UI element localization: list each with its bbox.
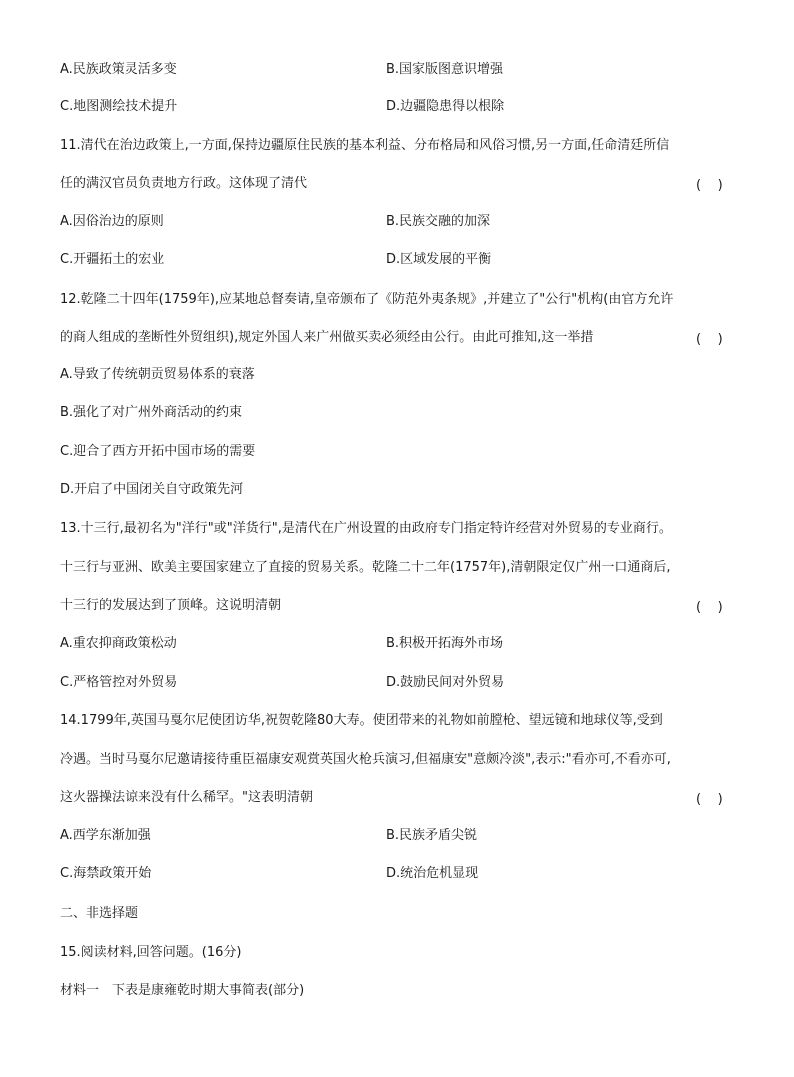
- q14-option-c: C.海禁政策开始: [60, 866, 152, 881]
- q14-option-d: D.统治危机显现: [386, 866, 479, 881]
- q13-stem-line1: 13.十三行,最初名为"洋行"或"洋货行",是清代在广州设置的由政府专门指定特许经营对外贸易的专业商行。: [60, 521, 672, 536]
- q13-option-c: C.严格管控对外贸易: [60, 675, 178, 690]
- q14-stem-line1: 14.1799年,英国马戛尔尼使团访华,祝贺乾隆80大寿。使团带来的礼物如前膛枪、望远镜和地球仪等,受到: [60, 713, 663, 728]
- q11-option-b: B.民族交融的加深: [386, 214, 491, 229]
- q13-option-a: A.重农抑商政策松动: [60, 636, 177, 651]
- q14-stem-line2: 冷遇。当时马戛尔尼邀请接待重臣福康安观赏英国火枪兵演习,但福康安"意颇冷淡",表示:"看亦可,不看亦可,: [60, 752, 671, 767]
- q12-option-b: B.强化了对广州外商活动的约束: [60, 405, 243, 420]
- q10-option-b: B.国家版图意识增强: [386, 62, 504, 77]
- q13-answer-paren: ( ): [696, 600, 723, 615]
- q10-option-a: A.民族政策灵活多变: [60, 62, 177, 77]
- q14-answer-paren: ( ): [696, 792, 723, 807]
- q13-stem-line2: 十三行与亚洲、欧美主要国家建立了直接的贸易关系。乾隆二十二年(1757年),清朝限定仅广州一口通商后,: [60, 560, 671, 575]
- q11-option-c: C.开疆拓土的宏业: [60, 252, 165, 267]
- q11-option-d: D.区域发展的平衡: [386, 252, 492, 267]
- q11-stem-line1: 11.清代在治边政策上,一方面,保持边疆原住民族的基本利益、分布格局和风俗习惯,另一方面,任命清廷所信: [60, 138, 670, 153]
- q14-stem-line3: 这火器操法谅来没有什么稀罕。"这表明清朝: [60, 790, 313, 805]
- q10-option-d: D.边疆隐患得以根除: [386, 99, 505, 114]
- section-title: 二、非选择题: [60, 906, 139, 921]
- q10-option-c: C.地图测绘技术提升: [60, 99, 178, 114]
- q13-option-b: B.积极开拓海外市场: [386, 636, 504, 651]
- q14-option-a: A.西学东渐加强: [60, 828, 151, 843]
- q15-stem: 15.阅读材料,回答问题。(16分): [60, 945, 242, 960]
- q12-answer-paren: ( ): [696, 332, 723, 347]
- q12-stem-line1: 12.乾隆二十四年(1759年),应某地总督奏请,皇帝颁布了《防范外夷条规》,并建立了"公行"机构(由官方允许: [60, 292, 674, 307]
- q11-option-a: A.因俗治边的原则: [60, 214, 164, 229]
- q12-option-a: A.导致了传统朝贡贸易体系的衰落: [60, 367, 255, 382]
- q13-option-d: D.鼓励民间对外贸易: [386, 675, 505, 690]
- q12-stem-line2: 的商人组成的垄断性外贸组织),规定外国人来广州做买卖必须经由公行。由此可推知,这一举措: [60, 330, 594, 345]
- q11-answer-paren: ( ): [696, 178, 723, 193]
- q13-stem-line3: 十三行的发展达到了顶峰。这说明清朝: [60, 598, 282, 613]
- q14-option-b: B.民族矛盾尖锐: [386, 828, 478, 843]
- q12-option-c: C.迎合了西方开拓中国市场的需要: [60, 444, 256, 459]
- q12-option-d: D.开启了中国闭关自守政策先河: [60, 482, 244, 497]
- q11-stem-line2: 任的满汉官员负责地方行政。这体现了清代: [60, 176, 308, 191]
- q15-material1-caption: 材料一 下表是康雍乾时期大事简表(部分): [60, 983, 305, 998]
